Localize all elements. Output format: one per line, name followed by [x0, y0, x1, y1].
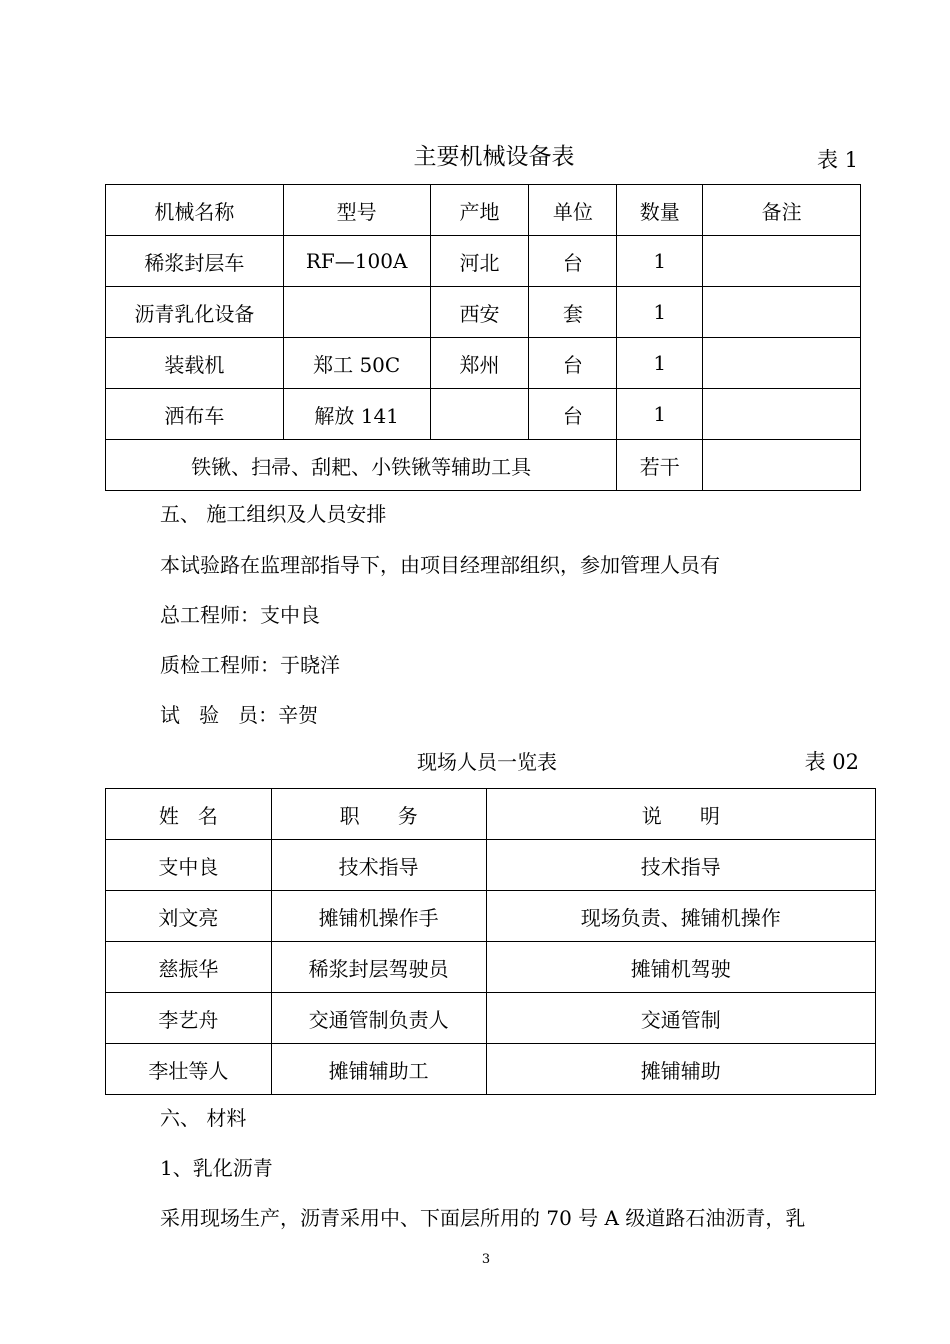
tools-row	[106, 440, 861, 491]
section6-heading: 六、 材料	[160, 1106, 247, 1130]
table-cell: 摊铺辅助工	[271, 1044, 486, 1095]
qc-engineer-line: 质检工程师：于晓洋	[160, 653, 340, 677]
table-header-row	[106, 789, 876, 840]
table-row	[106, 993, 876, 1044]
table-row	[106, 287, 861, 338]
tools-qty-cell: 若干	[617, 440, 703, 491]
table-cell: 刘文亮	[106, 891, 272, 942]
table-cell: 现场负责、摊铺机操作	[486, 891, 875, 942]
table-cell: 摊铺机操作手	[271, 891, 486, 942]
header-cell: 职 务	[271, 789, 486, 840]
section6-text: 采用现场生产，沥青采用中、下面层所用的 70 号 A 级道路石油沥青，乳	[160, 1206, 806, 1230]
table-cell: 洒布车	[106, 389, 284, 440]
table-cell: 技术指导	[486, 840, 875, 891]
table-cell	[430, 389, 529, 440]
table-cell	[703, 236, 861, 287]
table-cell	[703, 389, 861, 440]
table-cell: 支中良	[106, 840, 272, 891]
page-number: 3	[481, 1252, 491, 1267]
table-row	[106, 236, 861, 287]
table-cell: 套	[529, 287, 617, 338]
table-cell: 李艺舟	[106, 993, 272, 1044]
table-row	[106, 942, 876, 993]
chief-engineer-line: 总工程师：支中良	[160, 603, 320, 627]
table-cell	[703, 338, 861, 389]
table-cell: 台	[529, 236, 617, 287]
section6-sub1: 1、乳化沥青	[160, 1156, 273, 1180]
table-cell: 台	[529, 389, 617, 440]
header-cell: 数量	[617, 185, 703, 236]
table-row	[106, 1044, 876, 1095]
table-header-row	[106, 185, 861, 236]
header-cell: 姓 名	[106, 789, 272, 840]
table-cell: 李壮等人	[106, 1044, 272, 1095]
table-cell	[703, 287, 861, 338]
table-cell: 1	[617, 338, 703, 389]
table-cell: 稀浆封层驾驶员	[271, 942, 486, 993]
header-cell: 备注	[703, 185, 861, 236]
header-cell: 机械名称	[106, 185, 284, 236]
section5-heading: 五、 施工组织及人员安排	[160, 502, 387, 526]
table-row	[106, 389, 861, 440]
table-cell: 摊铺辅助	[486, 1044, 875, 1095]
table-cell: RF—100A	[283, 236, 430, 287]
header-cell: 产地	[430, 185, 529, 236]
table-cell: 河北	[430, 236, 529, 287]
table-cell: 西安	[430, 287, 529, 338]
table-cell: 装载机	[106, 338, 284, 389]
table1-title: 主要机械设备表	[413, 144, 575, 170]
table-cell	[283, 287, 430, 338]
table-cell: 郑工 50C	[283, 338, 430, 389]
table-cell: 台	[529, 338, 617, 389]
table-cell: 郑州	[430, 338, 529, 389]
table-cell: 技术指导	[271, 840, 486, 891]
table-cell: 1	[617, 287, 703, 338]
table-cell: 慈振华	[106, 942, 272, 993]
table-row	[106, 840, 876, 891]
table2-number: 表 02	[804, 750, 859, 774]
table-row	[106, 338, 861, 389]
table-cell: 交通管制	[486, 993, 875, 1044]
header-cell: 说 明	[486, 789, 875, 840]
tester-line: 试 验 员：辛贺	[160, 703, 319, 727]
header-cell: 单位	[529, 185, 617, 236]
table1-number: 表 1	[816, 148, 858, 172]
personnel-table	[105, 788, 876, 1095]
table-cell: 交通管制负责人	[271, 993, 486, 1044]
table-cell: 1	[617, 236, 703, 287]
table2-title: 现场人员一览表	[417, 750, 557, 774]
equipment-table	[105, 184, 861, 491]
table-cell: 摊铺机驾驶	[486, 942, 875, 993]
header-cell: 型号	[283, 185, 430, 236]
table-cell: 解放 141	[283, 389, 430, 440]
table-cell: 稀浆封层车	[106, 236, 284, 287]
table-cell: 1	[617, 389, 703, 440]
section5-intro: 本试验路在监理部指导下，由项目经理部组织，参加管理人员有	[160, 553, 720, 577]
tools-remark-cell	[703, 440, 861, 491]
tools-label-cell: 铁锹、扫帚、刮耙、小铁锹等辅助工具	[106, 440, 617, 491]
table-cell: 沥青乳化设备	[106, 287, 284, 338]
table-row	[106, 891, 876, 942]
